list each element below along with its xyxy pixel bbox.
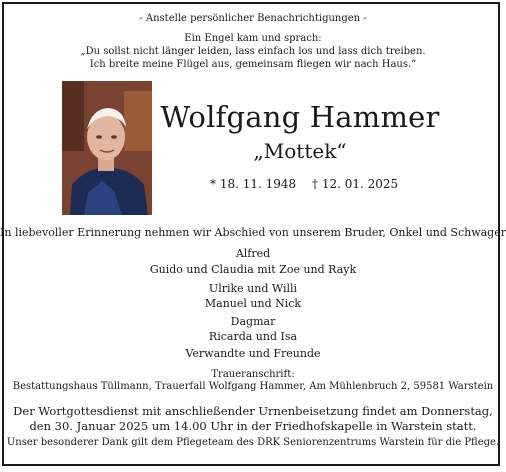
poem-line-3: Ich breite meine Flügel aus, gemeinsam fliegen wir nach Haus.“ <box>89 59 417 70</box>
thanks-note: Unser besonderer Dank gilt dem Pflegeteam des DRK Seniorenzentrums Warstein für die Pflege. <box>6 437 500 448</box>
portrait-photo <box>62 81 152 215</box>
mourner-line: Alfred <box>235 247 271 260</box>
deceased-nickname: „Mottek“ <box>253 139 347 163</box>
poem-line-2: „Du sollst nicht länger leiden, lass einfach los und lass dich treiben. <box>80 46 426 57</box>
mourner-line: Guido und Claudia mit Zoe und Rayk <box>149 263 357 276</box>
address-text: Bestattungshaus Tüllmann, Trauerfall Wolfgang Hammer, Am Mühlenbruch 2, 59581 Warstein <box>12 381 494 392</box>
notice-header: - Anstelle persönlicher Benachrichtigungen - <box>139 13 367 24</box>
mourner-line: Manuel und Nick <box>204 297 302 310</box>
death-date: † 12. 01. 2025 <box>312 177 399 191</box>
mourner-line: Ulrike und Willi <box>208 282 298 295</box>
address-label: Traueranschrift: <box>211 369 295 380</box>
farewell-intro: In liebevoller Erinnerung nehmen wir Abschied von unserem Bruder, Onkel und Schwager <box>0 226 506 239</box>
deceased-name: Wolfgang Hammer <box>160 100 440 134</box>
birth-date: * 18. 11. 1948 <box>210 177 297 191</box>
poem-line-1: Ein Engel kam und sprach: <box>184 33 322 44</box>
portrait-illustration <box>62 81 152 215</box>
service-line-1: Der Wortgottesdienst mit anschließender Urnenbeisetzung findet am Donnerstag, <box>13 404 493 418</box>
mourner-line: Verwandte und Freunde <box>185 347 321 360</box>
mourner-line: Dagmar <box>230 315 276 328</box>
mourner-line: Ricarda und Isa <box>208 330 298 343</box>
service-line-2: den 30. Januar 2025 um 14.00 Uhr in der Friedhofskapelle in Warstein statt. <box>29 419 477 433</box>
